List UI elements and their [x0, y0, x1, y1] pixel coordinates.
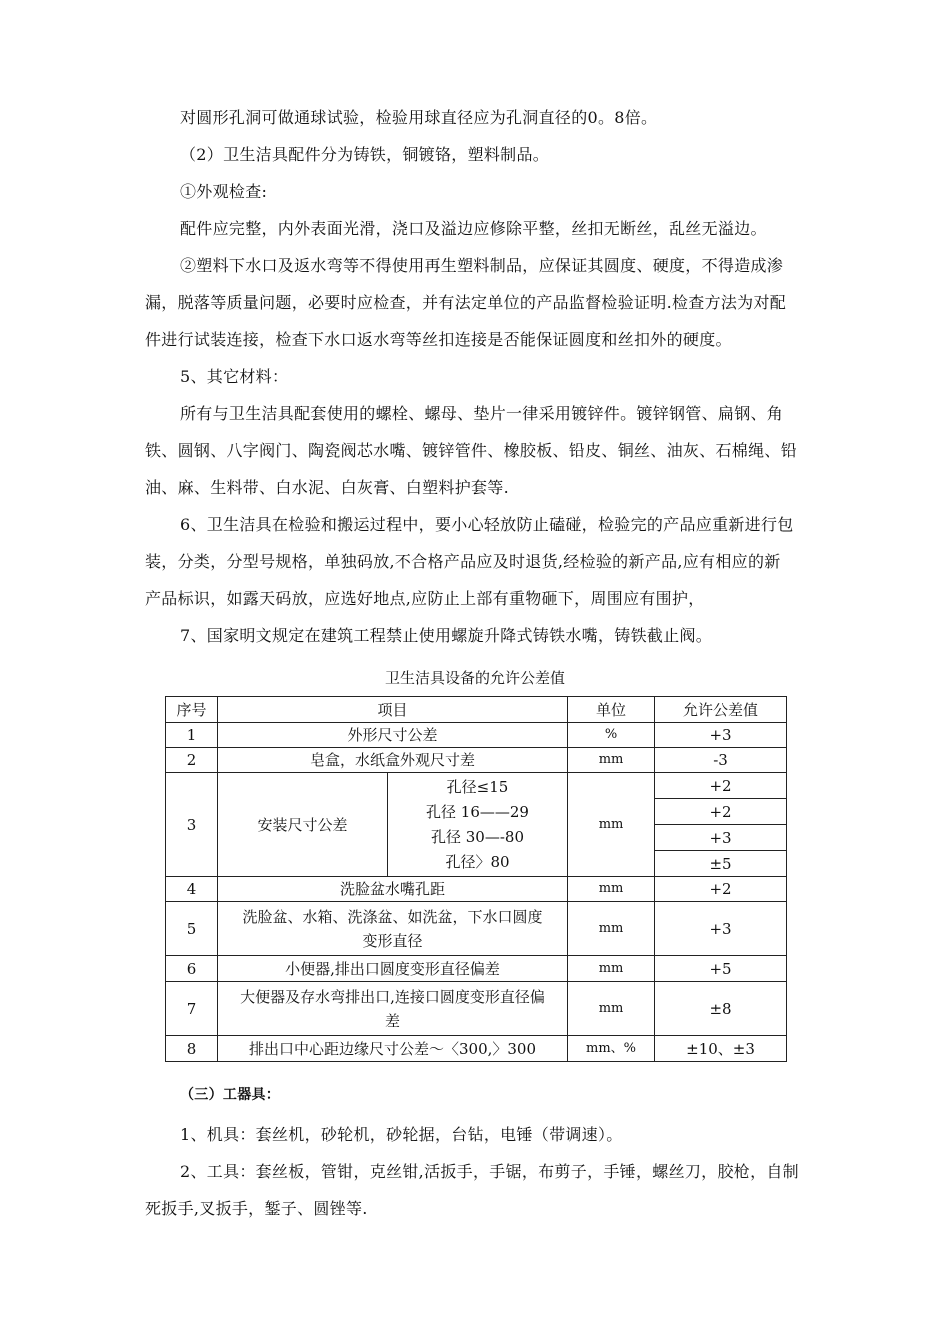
- row-unit: mm: [568, 902, 655, 956]
- row-no: 4: [166, 877, 218, 902]
- paragraph-fittings-types: （2）卫生洁具配件分为铸铁，铜镀铬，塑料制品。: [180, 145, 550, 164]
- row-item-line: 变形直径: [362, 931, 423, 950]
- table-row: [166, 877, 787, 902]
- header-value: 允许公差值: [655, 697, 787, 723]
- row-item: 排出口中心距边缘尺寸公差～〈300,〉300: [218, 1036, 568, 1062]
- row-no: 7: [166, 982, 218, 1036]
- header-unit: 单位: [568, 697, 655, 723]
- row-unit: mm: [568, 982, 655, 1036]
- row-unit: mm: [568, 773, 655, 877]
- header-item: 项目: [218, 697, 568, 723]
- row-no: 2: [166, 748, 218, 773]
- aperture-size: 孔径 16——29: [426, 802, 529, 821]
- aperture-size: 孔径 30—-80: [431, 827, 525, 846]
- table-caption: 卫生洁具设备的允许公差值: [384, 669, 565, 687]
- paragraph-other-materials: 5、其它材料：: [180, 367, 289, 386]
- row-no: 3: [166, 773, 218, 877]
- aperture-size-list: [388, 773, 568, 877]
- paragraph-handling-line3: 产品标识，如露天码放，应选好地点,应防止上部有重物砸下，周围应有围护，: [145, 589, 705, 608]
- row-unit: mm: [568, 748, 655, 773]
- row-value: -3: [655, 748, 787, 773]
- paragraph-plastic-line2: 漏，脱落等质量问题，必要时应检查，并有法定单位的产品监督检验证明.检查方法为对配: [145, 293, 787, 312]
- row-no: 1: [166, 723, 218, 748]
- section-heading-tools: （三）工器具：: [180, 1087, 281, 1103]
- table-row: [166, 723, 787, 748]
- row-no: 5: [166, 902, 218, 956]
- table-header-row: [166, 697, 787, 723]
- row-value: +3: [655, 902, 787, 956]
- paragraph-materials-line3: 油、麻、生料带、白水泥、白灰膏、白塑料护套等.: [145, 478, 509, 497]
- paragraph-plastic-line3: 件进行试装连接，检查下水口返水弯等丝扣连接是否能保证圆度和丝扣外的硬度。: [145, 330, 732, 349]
- paragraph-plastic-line1: ②塑料下水口及返水弯等不得使用再生塑料制品，应保证其圆度、硬度，不得造成渗: [180, 256, 784, 275]
- row-item: [218, 902, 568, 956]
- row-no: 8: [166, 1036, 218, 1062]
- row-value: ±5: [655, 851, 787, 877]
- paragraph-hand-tools-line2: 死扳手,叉扳手，錾子、圆锉等.: [145, 1199, 368, 1218]
- header-no: 序号: [166, 697, 218, 723]
- table-row: [166, 956, 787, 982]
- paragraph-handling-line2: 装，分类，分型号规格，单独码放,不合格产品应及时退货,经检验的新产品,应有相应的新: [145, 552, 781, 571]
- row-value: +5: [655, 956, 787, 982]
- paragraph-fittings-requirements: 配件应完整，内外表面光滑，浇口及溢边应修除平整，丝扣无断丝，乱丝无溢边。: [180, 219, 767, 238]
- table-row: [166, 1036, 787, 1062]
- paragraph-appearance-check: ①外观检查:: [180, 182, 268, 201]
- aperture-size: 孔径〉80: [445, 852, 510, 871]
- paragraph-machines: 1、机具：套丝机，砂轮机，砂轮据，台钻，电锤（带调速）。: [180, 1125, 623, 1144]
- table-row: [166, 748, 787, 773]
- row-item-line: 洗脸盆、水箱、洗涤盆、如洗盆，下水口圆度: [242, 907, 543, 926]
- paragraph-hand-tools-line1: 2、工具：套丝板，管钳，克丝钳,活扳手，手锯，布剪子，手锤，螺丝刀，胶枪，自制: [180, 1162, 799, 1181]
- aperture-size: 孔径≤15: [446, 777, 509, 796]
- row-no: 6: [166, 956, 218, 982]
- row-item-line: 差: [385, 1011, 401, 1030]
- paragraph-ball-test: 对圆形孔洞可做通球试验，检验用球直径应为孔洞直径的0。8倍。: [180, 108, 658, 127]
- row-value: +3: [655, 825, 787, 851]
- row-value: +2: [655, 773, 787, 799]
- row-value: +2: [655, 877, 787, 902]
- paragraph-handling-line1: 6、卫生洁具在检验和搬运过程中，要小心轻放防止磕碰，检验完的产品应重新进行包: [180, 515, 794, 534]
- row-item: [218, 982, 568, 1036]
- row-value: +3: [655, 723, 787, 748]
- paragraph-regulation: 7、国家明文规定在建筑工程禁止使用螺旋升降式铸铁水嘴，铸铁截止阀。: [180, 626, 713, 645]
- table-row: [166, 902, 787, 956]
- row-unit: mm: [568, 956, 655, 982]
- row-value: +2: [655, 799, 787, 825]
- paragraph-materials-line2: 铁、圆钢、八字阀门、陶瓷阀芯水嘴、镀锌管件、橡胶板、铅皮、铜丝、油灰、石棉绳、铅: [145, 441, 798, 460]
- row-unit: %: [568, 723, 655, 748]
- row-unit: mm、%: [568, 1036, 655, 1062]
- table-row: [166, 773, 787, 799]
- tolerance-table: [165, 696, 787, 1062]
- row-unit: mm: [568, 877, 655, 902]
- row-item: 小便器,排出口圆度变形直径偏差: [218, 956, 568, 982]
- row-item: 安装尺寸公差: [218, 773, 388, 877]
- row-item: 洗脸盆水嘴孔距: [218, 877, 568, 902]
- row-value: ±10、±3: [655, 1036, 787, 1062]
- paragraph-materials-line1: 所有与卫生洁具配套使用的螺栓、螺母、垫片一律采用镀锌件。镀锌钢管、扁钢、角: [180, 404, 784, 423]
- row-item-line: 大便器及存水弯排出口,连接口圆度变形直径偏: [240, 987, 545, 1006]
- row-item: 外形尺寸公差: [218, 723, 568, 748]
- row-value: ±8: [655, 982, 787, 1036]
- table-row: [166, 982, 787, 1036]
- row-item: 皂盒，水纸盒外观尺寸差: [218, 748, 568, 773]
